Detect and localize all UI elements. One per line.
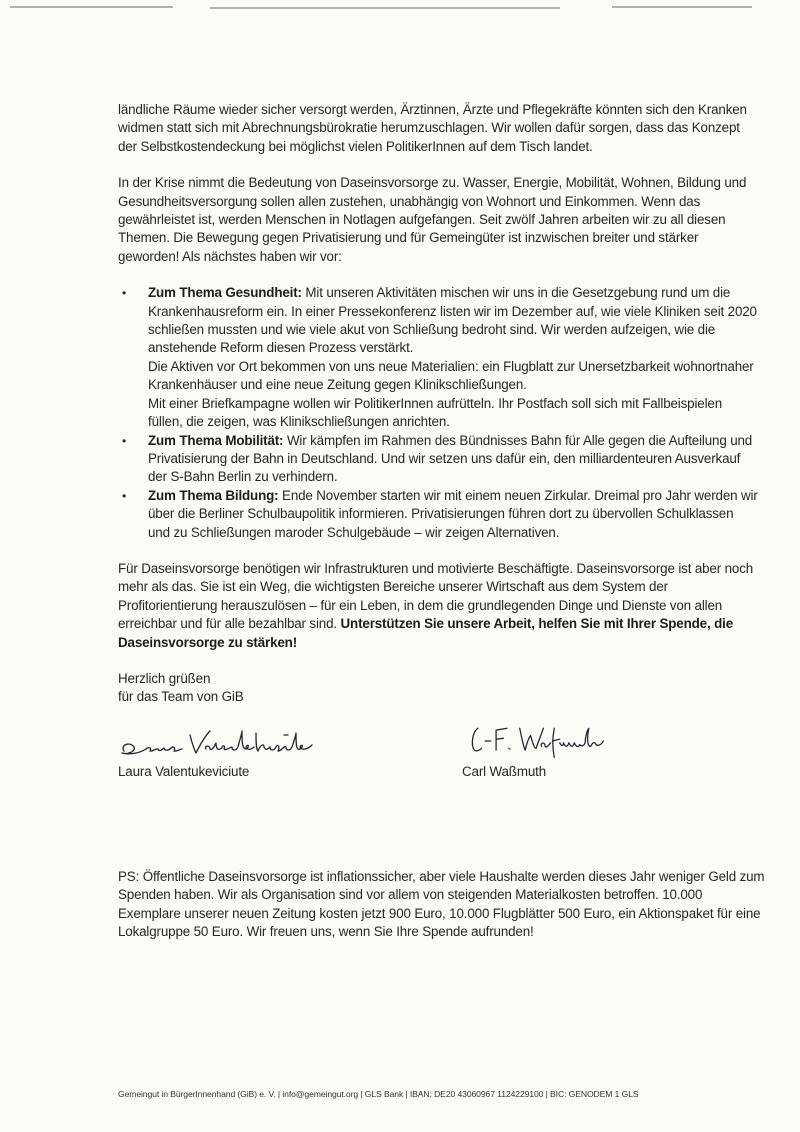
greeting: Herzlich grüßen [118,670,211,686]
closing-text: Für Daseinsvorsorge benötigen wir Infrastrukturen und motivierte Beschäftigte. Daseinsvorsorge ist aber noch mehr als das. Sie ist ein Weg, die wichtigsten Bereiche unserer Wirtschaft aus dem System der Profitorientierung herauszulösen – für ein Leben, in dem die grundlegenden Dinge und Dienste von allen erreichbar und für alle bezahlbar sind. [118,560,754,632]
bullet-icon: • [122,433,127,448]
topic-heading: Zum Thema Bildung: [148,487,279,503]
scan-artifact-lines [0,6,800,10]
handwritten-signature [118,721,318,761]
postscript: PS: Öffentliche Daseinsvorsorge ist inflationssicher, aber viele Haushalte werden dieses Jahr weniger Geld zum Spenden haben. Wir als Organisation sind vor allem von steigenden Materialkosten betroffen. 10.000 Exemplare unserer neuen Zeitung kosten jetzt 900 Euro, 10.000 Flugblätter 500 Euro, ein Aktionspaket für eine Lokalgruppe 50 Euro. Wir freuen uns, wenn Sie Ihre Spende aufrunden! [118,869,765,940]
topic-education [122,487,758,542]
bullet-icon: • [122,286,127,301]
donation-appeal: Unterstützen Sie unsere Arbeit, helfen Sie mit Ihrer Spende, die Daseinsvorsorge zu stärken! [118,616,733,650]
signatory-name: Carl Waßmuth [462,763,547,779]
topic-text: Wir kämpfen im Rahmen des Bündnisses Bahn für Alle gegen die Aufteilung und Privatisierung der Bahn in Deutschland. Und wir setzen uns dafür ein, den milliardenteuren Ausverkauf der S-Bahn Berlin zu verhindern. [148,432,753,485]
topic-extra: Die Aktiven vor Ort bekommen von uns neue Materialien: ein Flugblatt zur Unersetzbarkeit wohnortnaher Krankenhäuser und eine neue Zeitung gegen Klinikschließungen. [148,358,754,393]
intro-paragraph: ländliche Räume wieder sicher versorgt werden, Ärztinnen, Ärzte und Pflegekräfte könnten sich den Kranken widmen statt sich mit Abrechnungsbürokratie herumzuschlagen. Wir wollen dafür sorgen, dass das Konzept der Selbstkostendeckung bei möglichst vielen PolitikerInnen auf dem Tisch landet. [118,102,747,154]
topic-mobility [122,432,758,487]
closing-paragraph [118,560,758,652]
topic-text: Mit unseren Aktivitäten mischen wir uns in die Gesetzgebung rund um die Krankenhausreform ein. In einer Pressekonferenz listen wir im Dezember auf, wie viele Kliniken seit 2020 schließen mussten und wie viele akut von Schließung bedroht sind. Wir werden aufzeigen, wie die anstehende Reform diesen Prozess verstärkt. [148,285,757,356]
topic-health [122,284,758,431]
footer-org-details: Gemeingut in BürgerInnenhand (GiB) e. V. | info@gemeingut.org | GLS Bank | IBAN: DE20 43060967 1124229100 | BIC: GENODEM 1 GLS [118,1089,639,1099]
letter-body [118,101,758,791]
signatory-name: Laura Valentukeviciute [118,763,250,779]
topic-extra: Mit einer Briefkampagne wollen wir PolitikerInnen aufrütteln. Ihr Postfach soll sich mit Fallbeispielen füllen, die zeigen, was Klinikschließungen anrichten. [148,395,723,430]
topic-heading: Zum Thema Mobilität: [148,432,284,448]
handwritten-signature [462,721,612,761]
topics-list [118,284,758,542]
topic-heading: Zum Thema Gesundheit: [148,285,302,301]
signatory-2 [462,721,612,781]
signatures [118,721,758,791]
signatory-1 [118,721,318,781]
bullet-icon: • [122,488,127,503]
topic-text: Ende November starten wir mit einem neuen Zirkular. Dreimal pro Jahr werden wir über die Berliner Schulbaupolitik informieren. Privatisierungen führen dort zu übervollen Schulklassen und zu Schließungen maroder Schulgebäude – wir zeigen Alternativen. [148,487,758,540]
greeting-team: für das Team von GiB [118,689,244,705]
crisis-paragraph: In der Krise nimmt die Bedeutung von Daseinsvorsorge zu. Wasser, Energie, Mobilität, Wohnen, Bildung und Gesundheitsversorgung sollen allen zustehen, unabhängig von Wohnort und Einkommen. Wenn das gewährleistet ist, werden Menschen in Notlagen aufgefangen. Seit zwölf Jahren arbeiten wir zu all diesen Themen. Die Bewegung gegen Privatisierung und für Gemeingüter ist inzwischen breiter und stärker geworden! Als nächstes haben wir vor: [118,175,747,264]
